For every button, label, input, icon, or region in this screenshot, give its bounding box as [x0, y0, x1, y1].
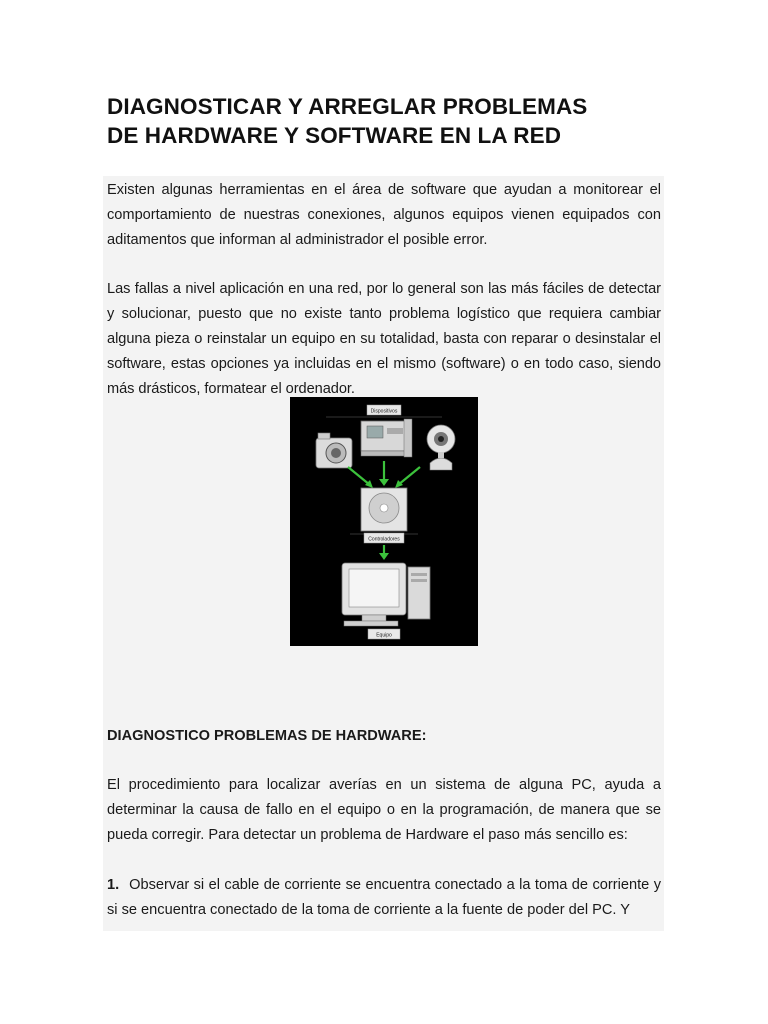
paragraph-application-failures: Las fallas a nivel aplicación en una red, por lo general son las más fáciles de detectar y solucionar, puesto que no existe tanto problema logístico que requiera cambiar alguna pieza o reinstalar un equipo en su totalidad, basta con reparar o desinstalar el software, estas opciones ya incluidas en el mismo (software) o en todo caso, siendo más drásticos, formatear el ordenador.	[107, 281, 661, 397]
camera-icon	[316, 433, 352, 468]
computer-icon	[342, 563, 430, 626]
arrow-down-icon	[379, 545, 389, 560]
title-line-1: DIAGNOSTICAR Y ARREGLAR PROBLEMAS	[107, 94, 588, 119]
webcam-icon	[427, 425, 455, 470]
label-computer: Equipo	[376, 632, 392, 639]
list-item-step-1	[107, 873, 661, 923]
paragraph-procedure: El procedimiento para localizar averías en un sistema de alguna PC, ayuda a determinar la causa de fallo en el equipo o en la programación, de manera que se pueda corregir. Para detectar un problema de Hardware el paso más sencillo es:	[107, 777, 661, 843]
step-text: Observar si el cable de corriente se encuentra conectado a la toma de corriente y si se encuentra conectado de la toma de corriente a la fuente de poder del PC. Y	[107, 877, 661, 918]
diagram-svg	[290, 397, 478, 646]
label-devices: Dispositivos	[370, 408, 398, 415]
title-line-2: DE HARDWARE Y SOFTWARE EN LA RED	[107, 123, 562, 148]
drivers-cd-icon	[361, 488, 407, 531]
paragraph-intro: Existen algunas herramientas en el área de software que ayudan a monitorear el comportamiento de nuestras conexiones, algunos equipos vienen equipados con aditamentos que informan al administrador el posible error.	[107, 182, 661, 248]
arrow-right-icon	[395, 467, 420, 488]
hardware-diagram	[290, 397, 478, 646]
arrow-center-icon	[379, 461, 389, 486]
page-title	[107, 92, 667, 150]
section-heading-hardware: DIAGNOSTICO PROBLEMAS DE HARDWARE:	[107, 728, 427, 744]
expansion-card-icon	[361, 419, 412, 457]
arrow-left-icon	[348, 467, 373, 488]
step-number: 1.	[107, 877, 120, 893]
label-drivers: Controladores	[368, 536, 400, 543]
